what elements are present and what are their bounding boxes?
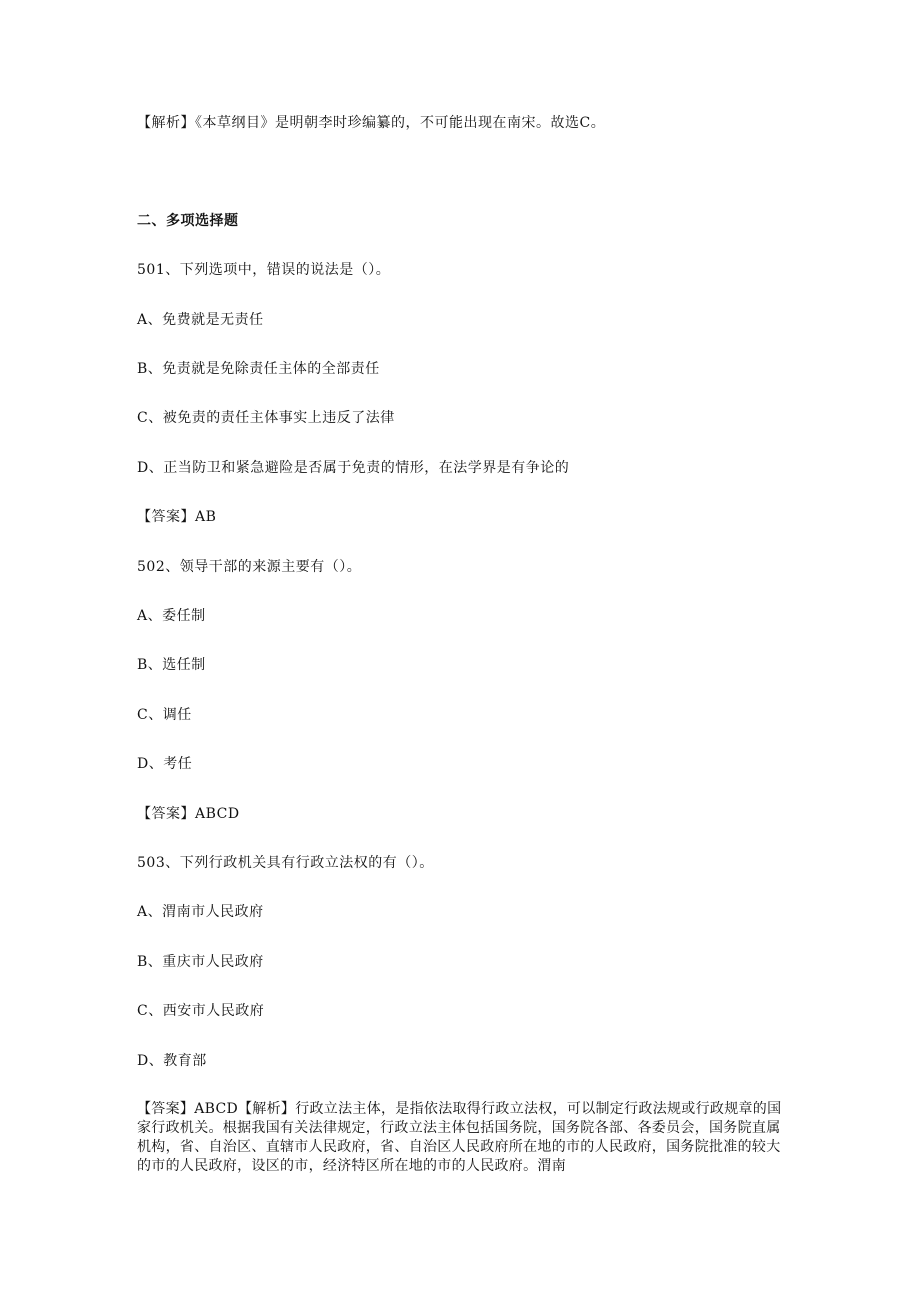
question-501-answer: 【答案】AB — [137, 509, 217, 525]
question-501-option-b: B、免责就是免除责任主体的全部责任 — [137, 361, 380, 377]
question-502-option-a: A、委任制 — [137, 608, 206, 624]
question-502-option-b: B、选任制 — [137, 657, 206, 673]
question-502-option-d: D、考任 — [137, 756, 193, 772]
question-502-stem: 502、领导干部的来源主要有（）。 — [137, 559, 362, 575]
question-501-option-c: C、被免责的责任主体事实上违反了法律 — [137, 410, 395, 426]
question-503-answer-analysis: 【答案】ABCD【解析】行政立法主体，是指依法取得行政立法权，可以制定行政法规或行政规章的国家行政机关。根据我国有关法律规定，行政立法主体包括国务院，国务院各部、各委员会，国务院直属机构，省、自治区、直辖市人民政府，省、自治区人民政府所在地的市的人民政府，国务院批准的较大的市的人民政府，设区的市，经济特区所在地的市的人民政府。渭南 — [137, 1101, 782, 1174]
question-501-option-d: D、正当防卫和紧急避险是否属于免责的情形，在法学界是有争论的 — [137, 460, 570, 476]
question-503-stem: 503、下列行政机关具有行政立法权的有（）。 — [137, 855, 434, 871]
previous-analysis: 【解析】《本草纲目》是明朝李时珍编纂的，不可能出现在南宋。故选C。 — [137, 115, 606, 131]
question-503-option-d: D、教育部 — [137, 1053, 207, 1069]
question-503-option-b: B、重庆市人民政府 — [137, 954, 264, 970]
question-503-option-a: A、渭南市人民政府 — [137, 904, 264, 920]
question-503-option-c: C、西安市人民政府 — [137, 1003, 265, 1019]
question-502-option-c: C、调任 — [137, 707, 192, 723]
question-502-answer: 【答案】ABCD — [137, 806, 240, 822]
question-501-stem: 501、下列选项中，错误的说法是（）。 — [137, 262, 391, 278]
question-501-option-a: A、免费就是无责任 — [137, 312, 264, 328]
section-heading: 二、多项选择题 — [137, 213, 239, 229]
